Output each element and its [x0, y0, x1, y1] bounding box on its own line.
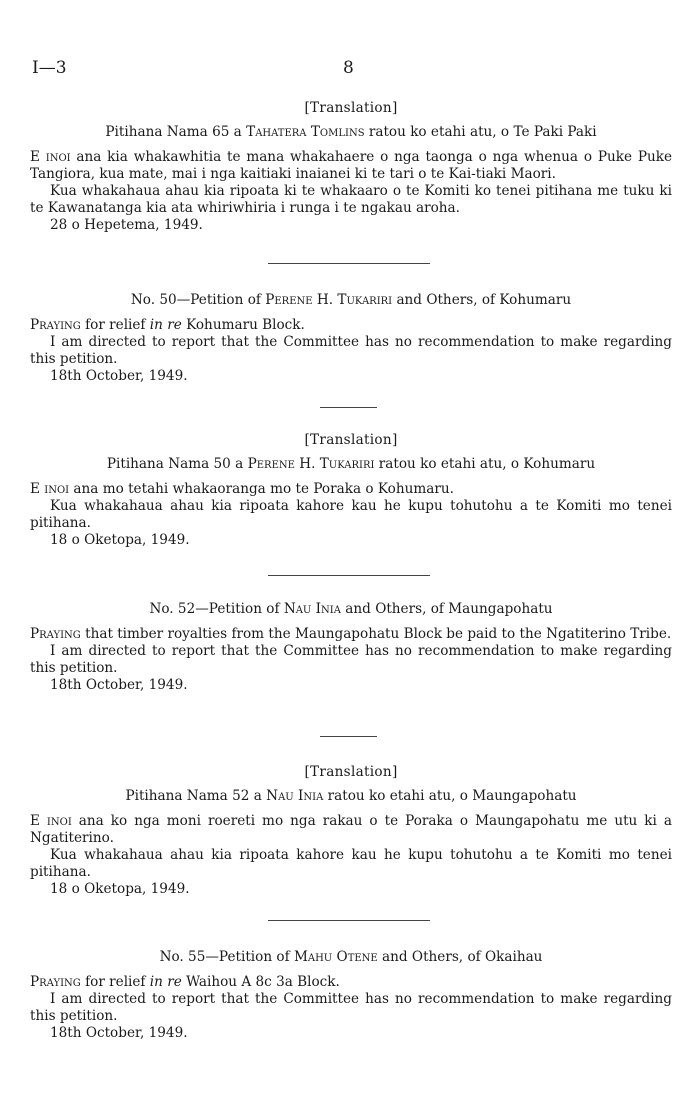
report-date: 18th October, 1949.: [50, 368, 188, 384]
report-date: 18 o Oketopa, 1949.: [50, 881, 190, 897]
report-date: 18th October, 1949.: [50, 1025, 188, 1041]
section-divider: [268, 920, 430, 921]
page-header: [30, 60, 672, 80]
petition-prayer: E inoi ana mo tetahi whakaoranga mo te Poraka o Kohumaru.: [30, 481, 454, 497]
committee-report: Kua whakahaua ahau kia ripoata ki te whakaaro o te Komiti ko tenei pitihana me tuku ki te Kawanatanga kia ata whiriwhiria i runga i te ngakau aroha.: [30, 183, 672, 216]
section-divider: [320, 407, 377, 408]
petitioner-name: Perene H. Tukariri: [265, 292, 393, 308]
petition-translation-52: [30, 764, 672, 898]
committee-report: Kua whakahaua ahau kia ripoata kahore kau he kupu tohutohu a te Komiti mo tenei pitihana.: [30, 847, 672, 880]
petition-55: [30, 949, 672, 1042]
page-number: 8: [343, 58, 354, 78]
petitioner-name: Perene H. Tukariri: [247, 456, 375, 472]
petitioner-name: Tahatera Tomlins: [246, 124, 365, 140]
petition-translation-65: [30, 100, 672, 234]
report-date: 18 o Oketopa, 1949.: [50, 532, 190, 548]
petition-prayer: Praying that timber royalties from the Maungapohatu Block be paid to the Ngatiterino Tribe.: [30, 626, 672, 642]
translation-label: [Translation]: [304, 100, 398, 116]
committee-report: Kua whakahaua ahau kia ripoata kahore kau he kupu tohutohu a te Komiti mo tenei pitihana.: [30, 498, 672, 531]
committee-report: I am directed to report that the Committee has no recommendation to make regarding this petition.: [30, 991, 672, 1024]
section-divider: [268, 575, 430, 576]
translation-label: [Translation]: [304, 764, 398, 780]
petition-title: No. 50—Petition of Perene H. Tukariri and Others, of Kohumaru: [130, 292, 572, 308]
petitioner-name: Nau Inia: [283, 601, 341, 617]
petition-title: No. 55—Petition of Mahu Otene and Others, of Okaihau: [159, 949, 543, 965]
section-divider: [320, 736, 377, 737]
petition-50: [30, 292, 672, 385]
committee-report: I am directed to report that the Committee has no recommendation to make regarding this petition.: [30, 334, 672, 367]
report-date: 28 o Hepetema, 1949.: [50, 217, 203, 233]
petition-prayer: Praying for relief in re Kohumaru Block.: [30, 317, 305, 333]
committee-report: I am directed to report that the Committee has no recommendation to make regarding this petition.: [30, 643, 672, 676]
petition-title: Pitihana Nama 52 a Nau Inia ratou ko etahi atu, o Maungapohatu: [125, 788, 577, 804]
translation-label: [Translation]: [304, 432, 398, 448]
petition-translation-50: [30, 432, 672, 549]
petition-prayer: E inoi ana kia whakawhitia te mana whakahaere o nga taonga o nga whenua o Puke Puke Tangiora, kua mate, mai i nga kaitiaki inaianei ki te tari o te Kai-tiaki Maori.: [30, 149, 672, 182]
section-divider: [268, 263, 430, 264]
petitioner-name: Mahu Otene: [293, 949, 378, 965]
petition-title: Pitihana Nama 50 a Perene H. Tukariri ratou ko etahi atu, o Kohumaru: [106, 456, 596, 472]
petition-prayer: E inoi ana ko nga moni roereti mo nga rakau o te Poraka o Maungapohatu me utu ki a Ngatiterino.: [30, 813, 673, 846]
paper-reference: I—3: [32, 58, 67, 78]
petition-title: No. 52—Petition of Nau Inia and Others, of Maungapohatu: [149, 601, 553, 617]
petition-title: Pitihana Nama 65 a Tahatera Tomlins ratou ko etahi atu, o Te Paki Paki: [105, 124, 597, 140]
report-date: 18th October, 1949.: [50, 677, 188, 693]
petitioner-name: Nau Inia: [266, 788, 324, 804]
petition-52: [30, 601, 672, 694]
petition-prayer: Praying for relief in re Waihou A 8c 3a Block.: [30, 974, 340, 990]
